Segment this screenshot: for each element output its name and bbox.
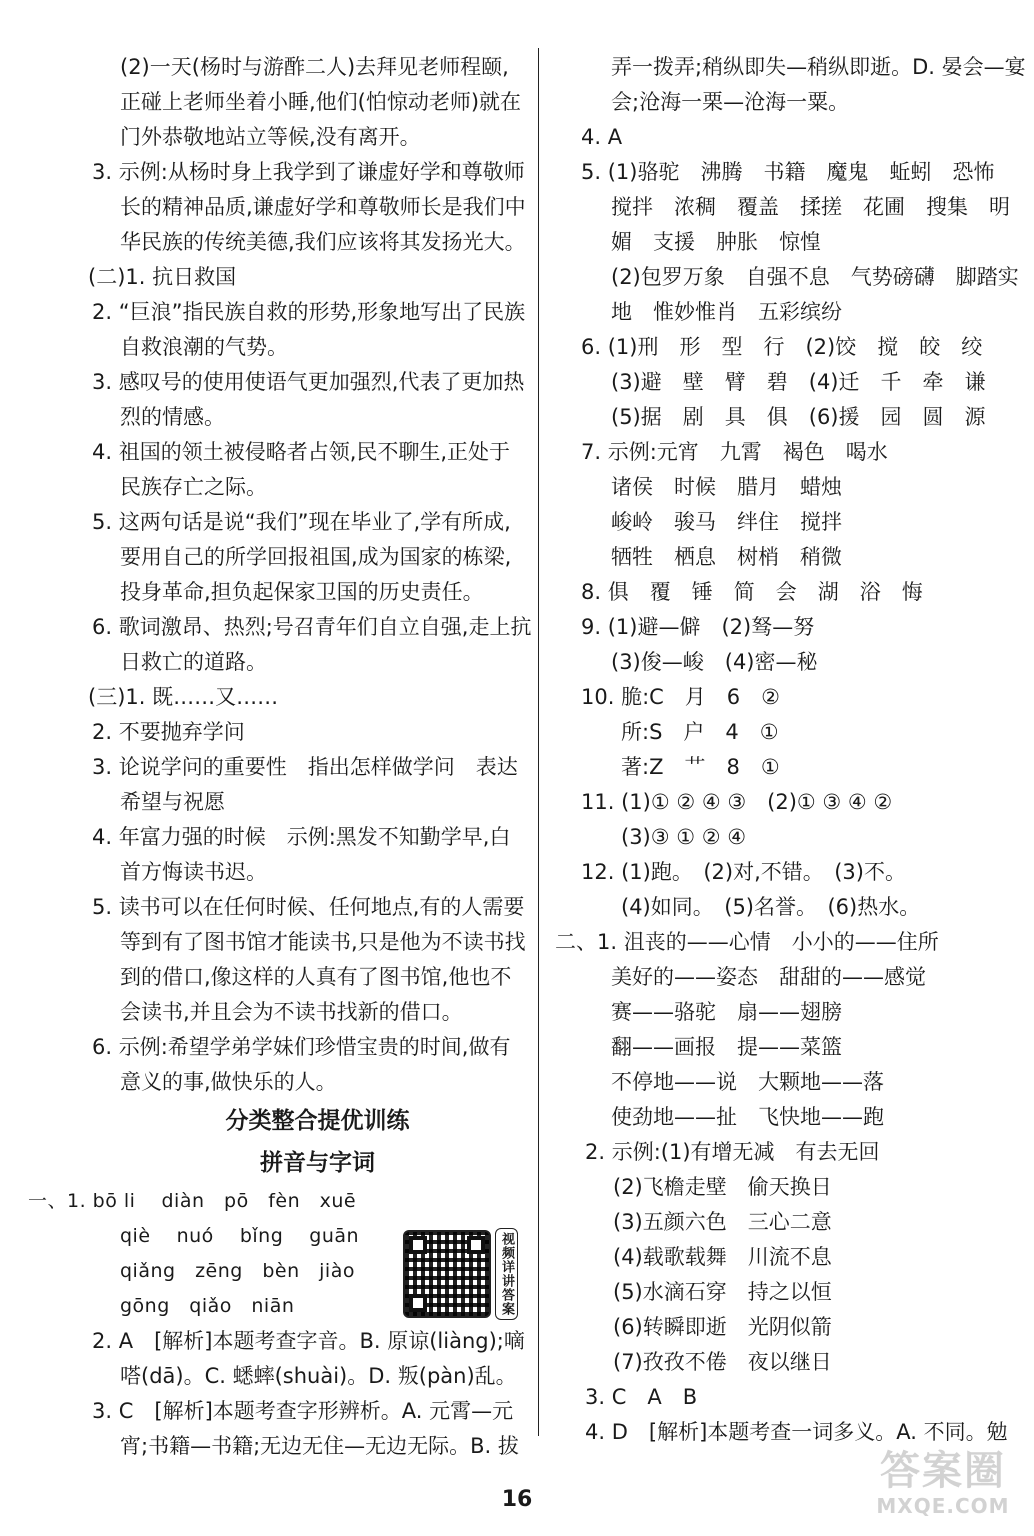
text-line: 烈的情感。 [120,405,225,429]
text-line: 美好的——姿态 甜甜的——感觉 [611,965,926,989]
text-line: 使劲地——扯 飞快地——跑 [611,1105,884,1129]
text-line: (二)1. 抗日救国 [88,265,237,289]
text-line: 2. 不要抛弃学问 [92,720,245,744]
qr-label: 视频详讲答案 [495,1228,518,1320]
watermark-text: 答案圈 [880,1448,1006,1494]
text-line: 二、1. 沮丧的——心情 小小的——住所 [555,930,939,954]
text-line: (5)据 剧 具 俱 (6)援 园 圆 源 [611,405,986,429]
text-line: 3. 感叹号的使用使语气更加强烈,代表了更加热 [92,370,525,394]
text-line: 弄一拨弄;稍纵即失—稍纵即逝。D. 晏会—宴 [611,55,1026,79]
text-line: 华民族的传统美德,我们应该将其发扬光大。 [120,230,526,254]
text-line: 等到有了图书馆才能读书,只是他为不读书找 [120,930,526,954]
text-line: 首方悔读书迟。 [120,860,267,884]
text-line: 日救亡的道路。 [120,650,267,674]
text-line: 11. (1)① ② ④ ③ (2)① ③ ④ ② [581,790,893,814]
text-line: 投身革命,担负起保家卫国的历史责任。 [120,580,484,604]
text-line: 4. 祖国的领土被侵略者占领,民不聊生,正处于 [92,440,511,464]
text-line: 6. 歌词激昂、热烈;号召青年们自立自强,走上抗 [92,615,532,639]
left-column [28,50,535,1464]
text-line: 8. 俱 覆 锤 简 会 湖 浴 悔 [581,580,923,604]
text-line: 赛——骆驼 扇——翅膀 [611,1000,842,1024]
text-line: 媚 支援 肿胀 惊惶 [611,230,821,254]
text-line: 5. 这两句话是说“我们”现在毕业了,学有所成, [92,510,511,534]
text-line: 3. 论说学问的重要性 指出怎样做学问 表达 [92,755,518,779]
text-line: 嗒(dā)。C. 蟋蟀(shuài)。D. 叛(pàn)乱。 [120,1364,517,1388]
text-line: (4)载歌载舞 川流不息 [613,1245,832,1269]
text-line: 5. (1)骆驼 沸腾 书籍 魔鬼 蚯蚓 恐怖 [581,160,995,184]
text-line: 2. A [解析]本题考查字音。B. 原谅(liàng);嘀 [92,1329,525,1353]
watermark-logo [858,1448,1028,1528]
text-line: 10. 脆:C 月 6 ② [581,685,780,709]
text-line: (3)避 壁 臂 碧 (4)迁 千 牵 谦 [611,370,986,394]
text-line: 会读书,并且会为不读书找新的借口。 [120,1000,463,1024]
column-divider [538,48,539,1436]
watermark-url: MXQE.COM [876,1494,1010,1518]
text-line: 2. “巨浪”指民族自救的形势,形象地写出了民族 [92,300,526,324]
text-line: 诸侯 时候 腊月 蜡烛 [611,475,842,499]
text-line: (三)1. 既……又…… [88,685,279,709]
text-line: 不停地——说 大颗地——落 [611,1070,884,1094]
text-line: (2)飞檐走壁 偷天换日 [613,1175,832,1199]
pinyin-line: 一、1. bō li diàn pō fèn xuē [28,1190,357,1212]
text-line: 6. (1)刑 形 型 行 (2)饺 搅 皎 绞 [581,335,983,359]
right-column [555,50,1025,1450]
section-title: 分类整合提优训练 [225,1108,410,1134]
text-line: (3)俊—峻 (4)密—秘 [611,650,818,674]
text-line: (7)孜孜不倦 夜以继日 [613,1350,832,1374]
text-line: (2)一天(杨时与游酢二人)去拜见老师程颐, [120,55,509,79]
text-line: 峻岭 骏马 绊住 搅拌 [611,510,842,534]
text-line: (5)水滴石穿 持之以恒 [613,1280,832,1304]
text-line: 宵;书籍—书籍;无边无住—无边无际。B. 拔 [120,1434,519,1458]
text-line: (6)转瞬即逝 光阴似箭 [613,1315,832,1339]
text-line: 要用自己的所学回报祖国,成为国家的栋梁, [120,545,512,569]
text-line: 著:Z 艹 8 ① [621,755,780,779]
text-line: 3. C A B [585,1385,698,1409]
text-line: 自救浪潮的气势。 [120,335,288,359]
page-number: 16 [501,1487,533,1512]
text-line: 长的精神品质,谦虚好学和尊敬师长是我们中 [120,195,526,219]
text-line: 4. D [解析]本题考查一词多义。A. 不同。勉 [585,1420,1008,1444]
text-line: 4. A [581,125,623,149]
text-line: 正碰上老师坐着小睡,他们(怕惊动老师)就在 [120,90,522,114]
text-line: 所:S 户 4 ① [621,720,779,744]
text-line: (3)五颜六色 三心二意 [613,1210,832,1234]
text-line: 门外恭敬地站立等候,没有离开。 [120,125,421,149]
qr-code-image [403,1230,491,1318]
subsection-title: 拼音与字词 [260,1150,375,1176]
text-line: 到的借口,像这样的人真有了图书馆,他也不 [120,965,512,989]
qr-code[interactable] [403,1226,523,1322]
text-line: 希望与祝愿 [120,790,225,814]
text-line: 地 惟妙惟肖 五彩缤纷 [611,300,842,324]
pinyin-line: qiè nuó bǐng guān [120,1225,360,1247]
text-line: 会;沧海一栗—沧海一粟。 [611,90,850,114]
text-line: (2)包罗万象 自强不息 气势磅礴 脚踏实 [611,265,1019,289]
text-line: 2. 示例:(1)有增无减 有去无回 [585,1140,880,1164]
text-line: 7. 示例:元宵 九霄 褐色 喝水 [581,440,888,464]
text-line: 翻——画报 提——菜篮 [611,1035,842,1059]
text-line: 搅拌 浓稠 覆盖 揉搓 花圃 搜集 明 [611,195,1010,219]
text-line: 5. 读书可以在任何时候、任何地点,有的人需要 [92,895,525,919]
text-line: 3. C [解析]本题考查字形辨析。A. 元霄—元 [92,1399,514,1423]
text-line: 9. (1)避—僻 (2)驽—努 [581,615,815,639]
text-line: 民族存亡之际。 [120,475,267,499]
text-line: 4. 年富力强的时候 示例:黑发不知勤学早,白 [92,825,511,849]
text-line: 6. 示例:希望学弟学妹们珍惜宝贵的时间,做有 [92,1035,511,1059]
text-line: 3. 示例:从杨时身上我学到了谦虚好学和尊敬师 [92,160,525,184]
pinyin-line: gōng qiǎo niān [120,1295,295,1317]
text-line: (3)③ ① ② ④ [621,825,747,849]
text-line: 意义的事,做快乐的人。 [120,1070,337,1094]
text-line: (4)如同。 (5)名誉。 (6)热水。 [621,895,921,919]
pinyin-line: qiǎng zēng bèn jiào [120,1260,355,1282]
text-line: 12. (1)跑。 (2)对,不错。 (3)不。 [581,860,906,884]
text-line: 牺牲 栖息 树梢 稍微 [611,545,842,569]
